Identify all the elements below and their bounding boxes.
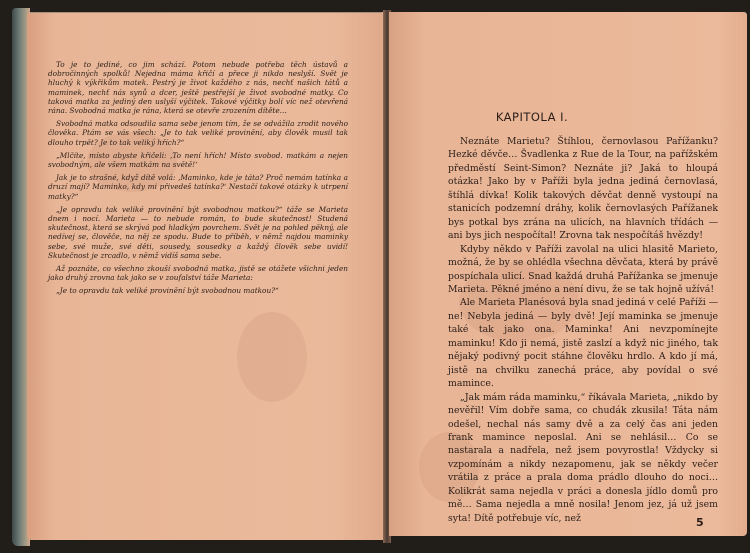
paragraph: Neznáte Marietu? Štíhlou, černovlasou Pařížanku? Hezké děvče… Švadlenka z Rue de la Tour, na pařížském předměstí Seint-Simon? Neznáte ji? Jaká to hloupá otázka! Jako by v Paříži byla jedna jediná černovlasá, štíhlá dívka! Kolik takových děvčat denně vystoupí na stanicích podzemní dráhy, kolik černovlasých Pařížanek bys potkal bys zrána na ulicích, na hlavních třídách — ani bys jich nespočítal! Zrovna tak nespočítáš hvězdy! xyxy=(448,136,718,242)
page-number: 5 xyxy=(696,516,704,529)
left-page-text xyxy=(48,60,348,300)
paragraph: „Je to opravdu tak veliké provinění být svobodnou matkou?“ xyxy=(56,286,279,296)
paragraph: To je to jediné, co jim schází. Potom nebude potřeba těch ústavů a dobročinných spolků! Nejedna máma křičí a přece ji nikdo neslyší. Svět je hluchý k výkřikům matek. Pestrý je život každého z nás, nechť našich tátů a maminek, nechť nás synů a dcer, ještě pestřejší je život svobodné matky. Co taková matka za jediný den uslyší výčitek. Takové výčitky bolí víc než otevřená rána. Svobodná matka je rána, která se otevře zrozením dítěte… xyxy=(48,60,348,116)
paragraph: „Jak mám ráda maminku,“ říkávala Marieta, „nikdo by nevěřil! Vím dobře sama, co chudák zkusila! Táta nám odešel, nechal nás samy dvě a za celý čas ani jeden frank mamince neposlal. Ani se nehlásil… Co se nastarala a nadřela, než jsem povyrostla! Vždycky si vzpomínám a nikdy nezapomenu, jak se někdy večer vrátila z práce a prala doma prádlo dlouho do noci… Kolikrát sama nejedla v práci a donesla jídlo domů pro mě… Sama nejedla a mně nosila! Jenom jez, já už jsem syta! Dítě potřebuje víc, než xyxy=(448,391,718,524)
paragraph: Jak je to strašné, když dítě volá: ‚Maminko, kde je táta? Proč nemám tatínka a druzí mají? Maminko, kdy mi přivedeš tatínka?‘ Nestačí takové otázky k utrpení matky?“ xyxy=(48,173,348,201)
paper-stain xyxy=(237,312,307,402)
paragraph: „Mlčíte, místo abyste křičeli: ‚To není hřích! Místo svobod. matkám a nejen svobodným, ale všem matkám na světě!‘ xyxy=(48,150,348,170)
paragraph: Až poznáte, co všechno zkouší svobodná matka, jistě se otážete všichni jeden jako druhý zrovna tak jako se v zoufalství táže Marieta: xyxy=(48,264,348,283)
paragraph: Ale Marieta Planésová byla snad jediná v celé Paříži — ne! Nebyla jediná — byly dvě! Její maminka se jmenuje také tak jako ona. Maminka! Ani nevzpomínejte maminku! Kdo ji nemá, jistě zaslzí a když nic jiného, tak nějaký podivný pocit stáhne člověku hrdlo. A kdo jí má, jistě na chvilku zanechá práce, aby povídal o své mamince. xyxy=(448,297,718,390)
page-top-edge xyxy=(30,12,382,13)
paragraph: Svobodná matka odsoudila sama sebe jenom tím, že se odvážila zrodit nového člověka. Ptám se vás všech: „Je to tak veliké provinění, aby člověk musil tak dlouho trpět? Je to tak veliký hřích?“ xyxy=(48,119,348,147)
paragraph: „Je opravdu tak veliké provinění být svobodnou matkou?“ táže se Marieta dnem i nocí. Marieta — to nebude román, to bude skutečnost! Studená skutečnost, která se skrývá pod hladkým povrchem. Svět je na pohled pěkný, ale nedívej se, člověče, na něj ze spodu. Bude to příběh, v němž najdou maminky sebe, své muže, své děti, sousedy, sousedky a každý člověk sebe uvidí! Skutečnost je zrcadlo, v němž vidíš sama sebe. xyxy=(48,204,348,260)
right-page-text xyxy=(448,135,718,525)
paragraph: Kdyby někdo v Paříži zavolal na ulici hlasitě Marieto, možná, že by se ohlédla všechna děvčata, která by právě pospíchala ulicí. Snad každá druhá Pařížanka se jmenuje Marieta. Pěkné jméno a není divu, že se tak hojně užívá! xyxy=(448,243,718,295)
chapter-title: KAPITOLA I. xyxy=(495,110,569,124)
